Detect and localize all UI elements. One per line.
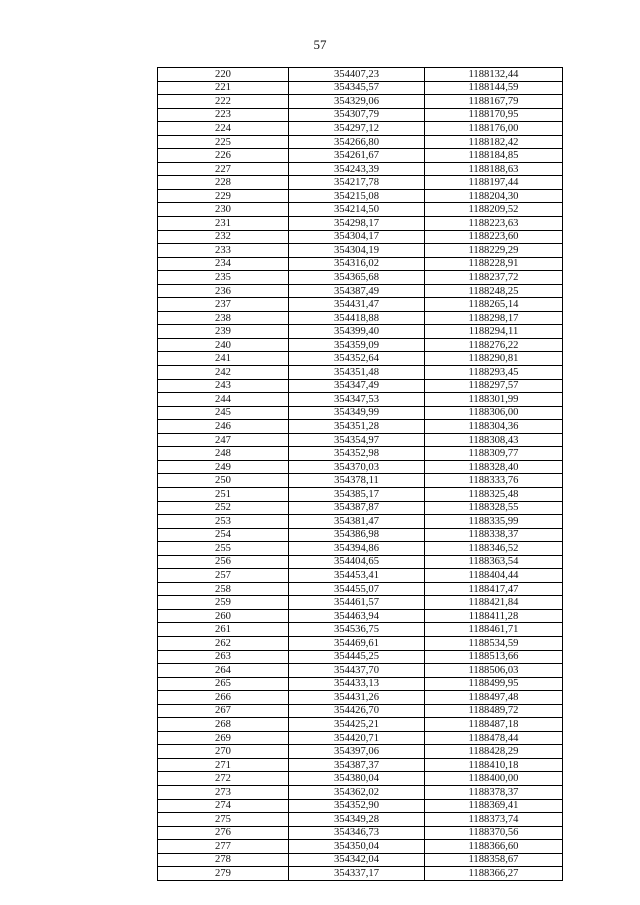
y-coordinate-cell: 1188410,18 <box>425 758 563 772</box>
point-number-cell: 239 <box>158 325 289 339</box>
point-number-cell: 221 <box>158 81 289 95</box>
x-coordinate-cell: 354316,02 <box>289 257 425 271</box>
point-number-cell: 231 <box>158 217 289 231</box>
table-row <box>158 352 563 366</box>
point-number-cell: 257 <box>158 569 289 583</box>
point-number-cell: 242 <box>158 366 289 380</box>
y-coordinate-cell: 1188417,47 <box>425 582 563 596</box>
y-coordinate-cell: 1188428,29 <box>425 745 563 759</box>
table-row <box>158 853 563 867</box>
x-coordinate-cell: 354433,13 <box>289 677 425 691</box>
y-coordinate-cell: 1188346,52 <box>425 542 563 556</box>
table-row <box>158 420 563 434</box>
table-row <box>158 311 563 325</box>
y-coordinate-cell: 1188167,79 <box>425 95 563 109</box>
y-coordinate-cell: 1188489,72 <box>425 704 563 718</box>
point-number-cell: 275 <box>158 813 289 827</box>
point-number-cell: 258 <box>158 582 289 596</box>
point-number-cell: 272 <box>158 772 289 786</box>
point-number-cell: 259 <box>158 596 289 610</box>
x-coordinate-cell: 354420,71 <box>289 731 425 745</box>
y-coordinate-cell: 1188478,44 <box>425 731 563 745</box>
x-coordinate-cell: 354407,23 <box>289 68 425 82</box>
x-coordinate-cell: 354387,37 <box>289 758 425 772</box>
y-coordinate-cell: 1188366,27 <box>425 867 563 881</box>
table-row <box>158 433 563 447</box>
x-coordinate-cell: 354352,90 <box>289 799 425 813</box>
y-coordinate-cell: 1188328,40 <box>425 460 563 474</box>
x-coordinate-cell: 354215,08 <box>289 189 425 203</box>
point-number-cell: 278 <box>158 853 289 867</box>
point-number-cell: 277 <box>158 840 289 854</box>
y-coordinate-cell: 1188378,37 <box>425 785 563 799</box>
table-row <box>158 596 563 610</box>
table-row <box>158 664 563 678</box>
x-coordinate-cell: 354342,04 <box>289 853 425 867</box>
point-number-cell: 247 <box>158 433 289 447</box>
x-coordinate-cell: 354426,70 <box>289 704 425 718</box>
x-coordinate-cell: 354347,49 <box>289 379 425 393</box>
y-coordinate-cell: 1188487,18 <box>425 718 563 732</box>
table-row <box>158 623 563 637</box>
point-number-cell: 229 <box>158 189 289 203</box>
table-row <box>158 745 563 759</box>
point-number-cell: 245 <box>158 406 289 420</box>
x-coordinate-cell: 354337,17 <box>289 867 425 881</box>
point-number-cell: 255 <box>158 542 289 556</box>
point-number-cell: 220 <box>158 68 289 82</box>
x-coordinate-cell: 354455,07 <box>289 582 425 596</box>
x-coordinate-cell: 354349,99 <box>289 406 425 420</box>
x-coordinate-cell: 354346,73 <box>289 826 425 840</box>
y-coordinate-cell: 1188188,63 <box>425 162 563 176</box>
table-row <box>158 379 563 393</box>
x-coordinate-cell: 354329,06 <box>289 95 425 109</box>
x-coordinate-cell: 354266,80 <box>289 135 425 149</box>
point-number-cell: 225 <box>158 135 289 149</box>
table-row <box>158 840 563 854</box>
table-row <box>158 636 563 650</box>
x-coordinate-cell: 354351,28 <box>289 420 425 434</box>
point-number-cell: 234 <box>158 257 289 271</box>
table-row <box>158 582 563 596</box>
x-coordinate-cell: 354359,09 <box>289 338 425 352</box>
point-number-cell: 243 <box>158 379 289 393</box>
point-number-cell: 226 <box>158 149 289 163</box>
table-row <box>158 731 563 745</box>
table-row <box>158 447 563 461</box>
table-row <box>158 122 563 136</box>
x-coordinate-cell: 354386,98 <box>289 528 425 542</box>
point-number-cell: 251 <box>158 487 289 501</box>
y-coordinate-cell: 1188229,29 <box>425 244 563 258</box>
point-number-cell: 266 <box>158 691 289 705</box>
x-coordinate-cell: 354214,50 <box>289 203 425 217</box>
table-row <box>158 813 563 827</box>
y-coordinate-cell: 1188293,45 <box>425 366 563 380</box>
table-row <box>158 515 563 529</box>
x-coordinate-cell: 354469,61 <box>289 636 425 650</box>
table-row <box>158 704 563 718</box>
y-coordinate-cell: 1188366,60 <box>425 840 563 854</box>
point-number-cell: 270 <box>158 745 289 759</box>
table-row <box>158 135 563 149</box>
y-coordinate-cell: 1188298,17 <box>425 311 563 325</box>
y-coordinate-cell: 1188294,11 <box>425 325 563 339</box>
point-number-cell: 276 <box>158 826 289 840</box>
x-coordinate-cell: 354397,06 <box>289 745 425 759</box>
x-coordinate-cell: 354352,98 <box>289 447 425 461</box>
point-number-cell: 271 <box>158 758 289 772</box>
x-coordinate-cell: 354381,47 <box>289 515 425 529</box>
point-number-cell: 267 <box>158 704 289 718</box>
point-number-cell: 256 <box>158 555 289 569</box>
y-coordinate-cell: 1188333,76 <box>425 474 563 488</box>
y-coordinate-cell: 1188506,03 <box>425 664 563 678</box>
table-row <box>158 244 563 258</box>
y-coordinate-cell: 1188290,81 <box>425 352 563 366</box>
y-coordinate-cell: 1188411,28 <box>425 609 563 623</box>
y-coordinate-cell: 1188335,99 <box>425 515 563 529</box>
table-row <box>158 528 563 542</box>
point-number-cell: 279 <box>158 867 289 881</box>
coordinates-table <box>157 67 563 881</box>
y-coordinate-cell: 1188197,44 <box>425 176 563 190</box>
y-coordinate-cell: 1188309,77 <box>425 447 563 461</box>
point-number-cell: 261 <box>158 623 289 637</box>
table-row <box>158 718 563 732</box>
point-number-cell: 265 <box>158 677 289 691</box>
table-row <box>158 393 563 407</box>
x-coordinate-cell: 354217,78 <box>289 176 425 190</box>
x-coordinate-cell: 354350,04 <box>289 840 425 854</box>
x-coordinate-cell: 354304,19 <box>289 244 425 258</box>
table-row <box>158 176 563 190</box>
y-coordinate-cell: 1188209,52 <box>425 203 563 217</box>
x-coordinate-cell: 354352,64 <box>289 352 425 366</box>
y-coordinate-cell: 1188304,36 <box>425 420 563 434</box>
x-coordinate-cell: 354385,17 <box>289 487 425 501</box>
x-coordinate-cell: 354304,17 <box>289 230 425 244</box>
point-number-cell: 263 <box>158 650 289 664</box>
point-number-cell: 253 <box>158 515 289 529</box>
y-coordinate-cell: 1188265,14 <box>425 298 563 312</box>
table-row <box>158 569 563 583</box>
x-coordinate-cell: 354425,21 <box>289 718 425 732</box>
x-coordinate-cell: 354378,11 <box>289 474 425 488</box>
y-coordinate-cell: 1188176,00 <box>425 122 563 136</box>
point-number-cell: 232 <box>158 230 289 244</box>
point-number-cell: 249 <box>158 460 289 474</box>
table-row <box>158 68 563 82</box>
point-number-cell: 244 <box>158 393 289 407</box>
table-row <box>158 501 563 515</box>
x-coordinate-cell: 354243,39 <box>289 162 425 176</box>
y-coordinate-cell: 1188404,44 <box>425 569 563 583</box>
y-coordinate-cell: 1188223,63 <box>425 217 563 231</box>
x-coordinate-cell: 354463,94 <box>289 609 425 623</box>
x-coordinate-cell: 354345,57 <box>289 81 425 95</box>
table-row <box>158 867 563 881</box>
y-coordinate-cell: 1188325,48 <box>425 487 563 501</box>
point-number-cell: 235 <box>158 271 289 285</box>
x-coordinate-cell: 354298,17 <box>289 217 425 231</box>
y-coordinate-cell: 1188370,56 <box>425 826 563 840</box>
point-number-cell: 230 <box>158 203 289 217</box>
y-coordinate-cell: 1188497,48 <box>425 691 563 705</box>
table-row <box>158 149 563 163</box>
x-coordinate-cell: 354261,67 <box>289 149 425 163</box>
point-number-cell: 273 <box>158 785 289 799</box>
table-row <box>158 284 563 298</box>
point-number-cell: 260 <box>158 609 289 623</box>
point-number-cell: 238 <box>158 311 289 325</box>
point-number-cell: 222 <box>158 95 289 109</box>
x-coordinate-cell: 354445,25 <box>289 650 425 664</box>
y-coordinate-cell: 1188308,43 <box>425 433 563 447</box>
y-coordinate-cell: 1188144,59 <box>425 81 563 95</box>
point-number-cell: 228 <box>158 176 289 190</box>
x-coordinate-cell: 354536,75 <box>289 623 425 637</box>
x-coordinate-cell: 354394,86 <box>289 542 425 556</box>
x-coordinate-cell: 354370,03 <box>289 460 425 474</box>
table-row <box>158 609 563 623</box>
y-coordinate-cell: 1188328,55 <box>425 501 563 515</box>
table-row <box>158 691 563 705</box>
point-number-cell: 248 <box>158 447 289 461</box>
point-number-cell: 236 <box>158 284 289 298</box>
table-row <box>158 271 563 285</box>
y-coordinate-cell: 1188373,74 <box>425 813 563 827</box>
y-coordinate-cell: 1188182,42 <box>425 135 563 149</box>
y-coordinate-cell: 1188228,91 <box>425 257 563 271</box>
x-coordinate-cell: 354365,68 <box>289 271 425 285</box>
y-coordinate-cell: 1188499,95 <box>425 677 563 691</box>
y-coordinate-cell: 1188338,37 <box>425 528 563 542</box>
point-number-cell: 268 <box>158 718 289 732</box>
x-coordinate-cell: 354362,02 <box>289 785 425 799</box>
table-row <box>158 298 563 312</box>
table-row <box>158 487 563 501</box>
x-coordinate-cell: 354297,12 <box>289 122 425 136</box>
y-coordinate-cell: 1188223,60 <box>425 230 563 244</box>
x-coordinate-cell: 354349,28 <box>289 813 425 827</box>
table-row <box>158 785 563 799</box>
table-row <box>158 826 563 840</box>
table-row <box>158 108 563 122</box>
y-coordinate-cell: 1188132,44 <box>425 68 563 82</box>
x-coordinate-cell: 354431,47 <box>289 298 425 312</box>
table-row <box>158 338 563 352</box>
x-coordinate-cell: 354418,88 <box>289 311 425 325</box>
point-number-cell: 254 <box>158 528 289 542</box>
table-row <box>158 677 563 691</box>
point-number-cell: 250 <box>158 474 289 488</box>
x-coordinate-cell: 354347,53 <box>289 393 425 407</box>
table-row <box>158 474 563 488</box>
x-coordinate-cell: 354437,70 <box>289 664 425 678</box>
x-coordinate-cell: 354354,97 <box>289 433 425 447</box>
y-coordinate-cell: 1188276,22 <box>425 338 563 352</box>
y-coordinate-cell: 1188461,71 <box>425 623 563 637</box>
table-row <box>158 555 563 569</box>
y-coordinate-cell: 1188204,30 <box>425 189 563 203</box>
table-row <box>158 460 563 474</box>
point-number-cell: 252 <box>158 501 289 515</box>
x-coordinate-cell: 354461,57 <box>289 596 425 610</box>
y-coordinate-cell: 1188369,41 <box>425 799 563 813</box>
y-coordinate-cell: 1188297,57 <box>425 379 563 393</box>
table-row <box>158 406 563 420</box>
y-coordinate-cell: 1188421,84 <box>425 596 563 610</box>
table-row <box>158 217 563 231</box>
table-row <box>158 799 563 813</box>
x-coordinate-cell: 354453,41 <box>289 569 425 583</box>
point-number-cell: 233 <box>158 244 289 258</box>
y-coordinate-cell: 1188534,59 <box>425 636 563 650</box>
point-number-cell: 240 <box>158 338 289 352</box>
y-coordinate-cell: 1188237,72 <box>425 271 563 285</box>
x-coordinate-cell: 354399,40 <box>289 325 425 339</box>
table-row <box>158 257 563 271</box>
coordinates-table-body <box>158 68 563 881</box>
table-row <box>158 162 563 176</box>
point-number-cell: 274 <box>158 799 289 813</box>
y-coordinate-cell: 1188363,54 <box>425 555 563 569</box>
point-number-cell: 241 <box>158 352 289 366</box>
point-number-cell: 237 <box>158 298 289 312</box>
point-number-cell: 269 <box>158 731 289 745</box>
table-row <box>158 203 563 217</box>
point-number-cell: 246 <box>158 420 289 434</box>
table-row <box>158 366 563 380</box>
y-coordinate-cell: 1188513,66 <box>425 650 563 664</box>
table-row <box>158 189 563 203</box>
table-row <box>158 650 563 664</box>
x-coordinate-cell: 354387,49 <box>289 284 425 298</box>
x-coordinate-cell: 354380,04 <box>289 772 425 786</box>
y-coordinate-cell: 1188400,00 <box>425 772 563 786</box>
point-number-cell: 224 <box>158 122 289 136</box>
y-coordinate-cell: 1188184,85 <box>425 149 563 163</box>
x-coordinate-cell: 354404,65 <box>289 555 425 569</box>
table-row <box>158 95 563 109</box>
x-coordinate-cell: 354307,79 <box>289 108 425 122</box>
point-number-cell: 227 <box>158 162 289 176</box>
point-number-cell: 264 <box>158 664 289 678</box>
table-row <box>158 230 563 244</box>
y-coordinate-cell: 1188306,00 <box>425 406 563 420</box>
table-row <box>158 758 563 772</box>
y-coordinate-cell: 1188358,67 <box>425 853 563 867</box>
table-row <box>158 772 563 786</box>
table-row <box>158 81 563 95</box>
table-row <box>158 542 563 556</box>
y-coordinate-cell: 1188248,25 <box>425 284 563 298</box>
page-number: 57 <box>313 37 327 52</box>
y-coordinate-cell: 1188170,95 <box>425 108 563 122</box>
point-number-cell: 223 <box>158 108 289 122</box>
x-coordinate-cell: 354431,26 <box>289 691 425 705</box>
x-coordinate-cell: 354351,48 <box>289 366 425 380</box>
point-number-cell: 262 <box>158 636 289 650</box>
table-row <box>158 325 563 339</box>
y-coordinate-cell: 1188301,99 <box>425 393 563 407</box>
x-coordinate-cell: 354387,87 <box>289 501 425 515</box>
